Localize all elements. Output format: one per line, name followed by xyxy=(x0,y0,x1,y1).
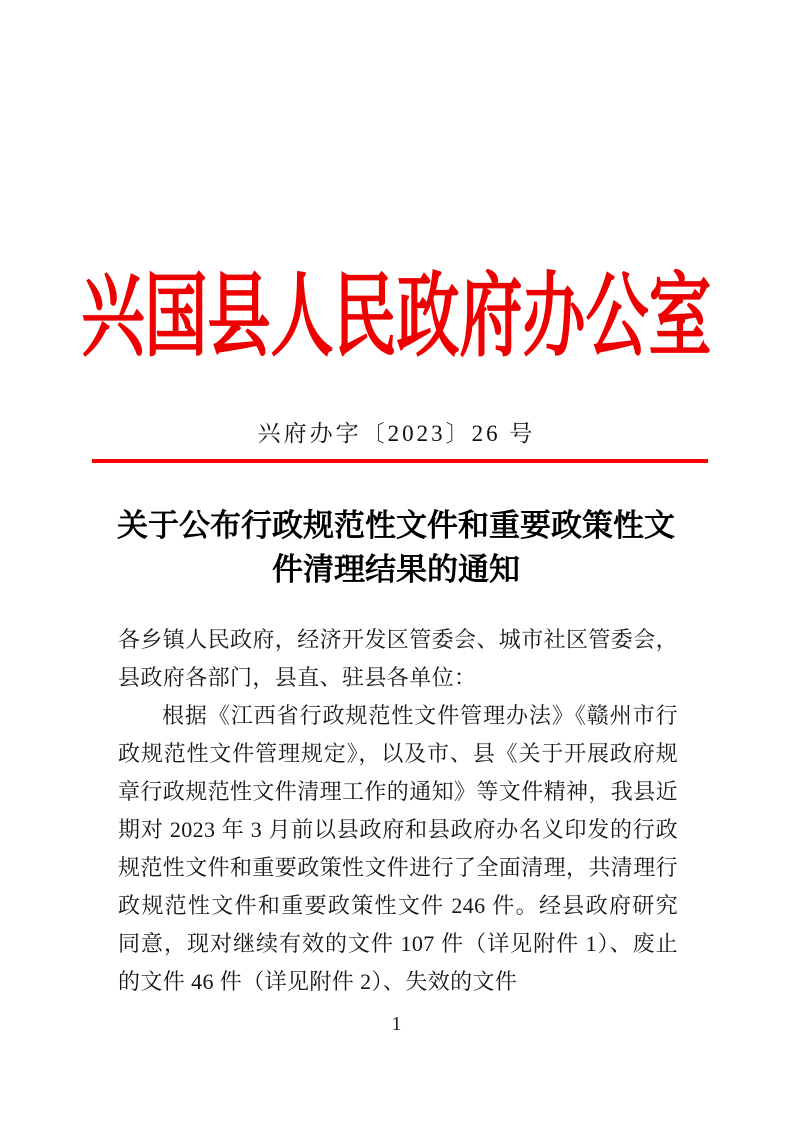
document-reference-number: 兴府办字〔2023〕26 号 xyxy=(257,421,536,446)
addressee-line: 各乡镇人民政府，经济开发区管委会、城市社区管委会，县政府各部门，县直、驻县各单位： xyxy=(118,627,679,690)
body-paragraph: 根据《江西省行政规范性文件管理办法》《赣州市行政规范性文件管理规定》，以及市、县《关于开展政府规章行政规范性文件清理工作的通知》等文件精神，我县近期对 2023 年 3 月前以县政府和县政府办名义印发的行政规范性文件和重要政策性文件进行了全面清理，共清理行政规范性文件和重要政策性文件 246 件。经县政府研究同意，现对继续有效的文件 107 件（详见附件 1）、废止的文件 46 件（详见附件 2）、失效的文件 xyxy=(118,703,679,994)
document-body xyxy=(118,621,678,1001)
notice-title: 关于公布行政规范性文件和重要政策性文件清理结果的通知 xyxy=(117,508,675,587)
agency-header-title: 兴国县人民政府办公室 xyxy=(81,266,712,368)
red-divider-line xyxy=(92,459,708,463)
page-number: 1 xyxy=(391,1013,402,1035)
